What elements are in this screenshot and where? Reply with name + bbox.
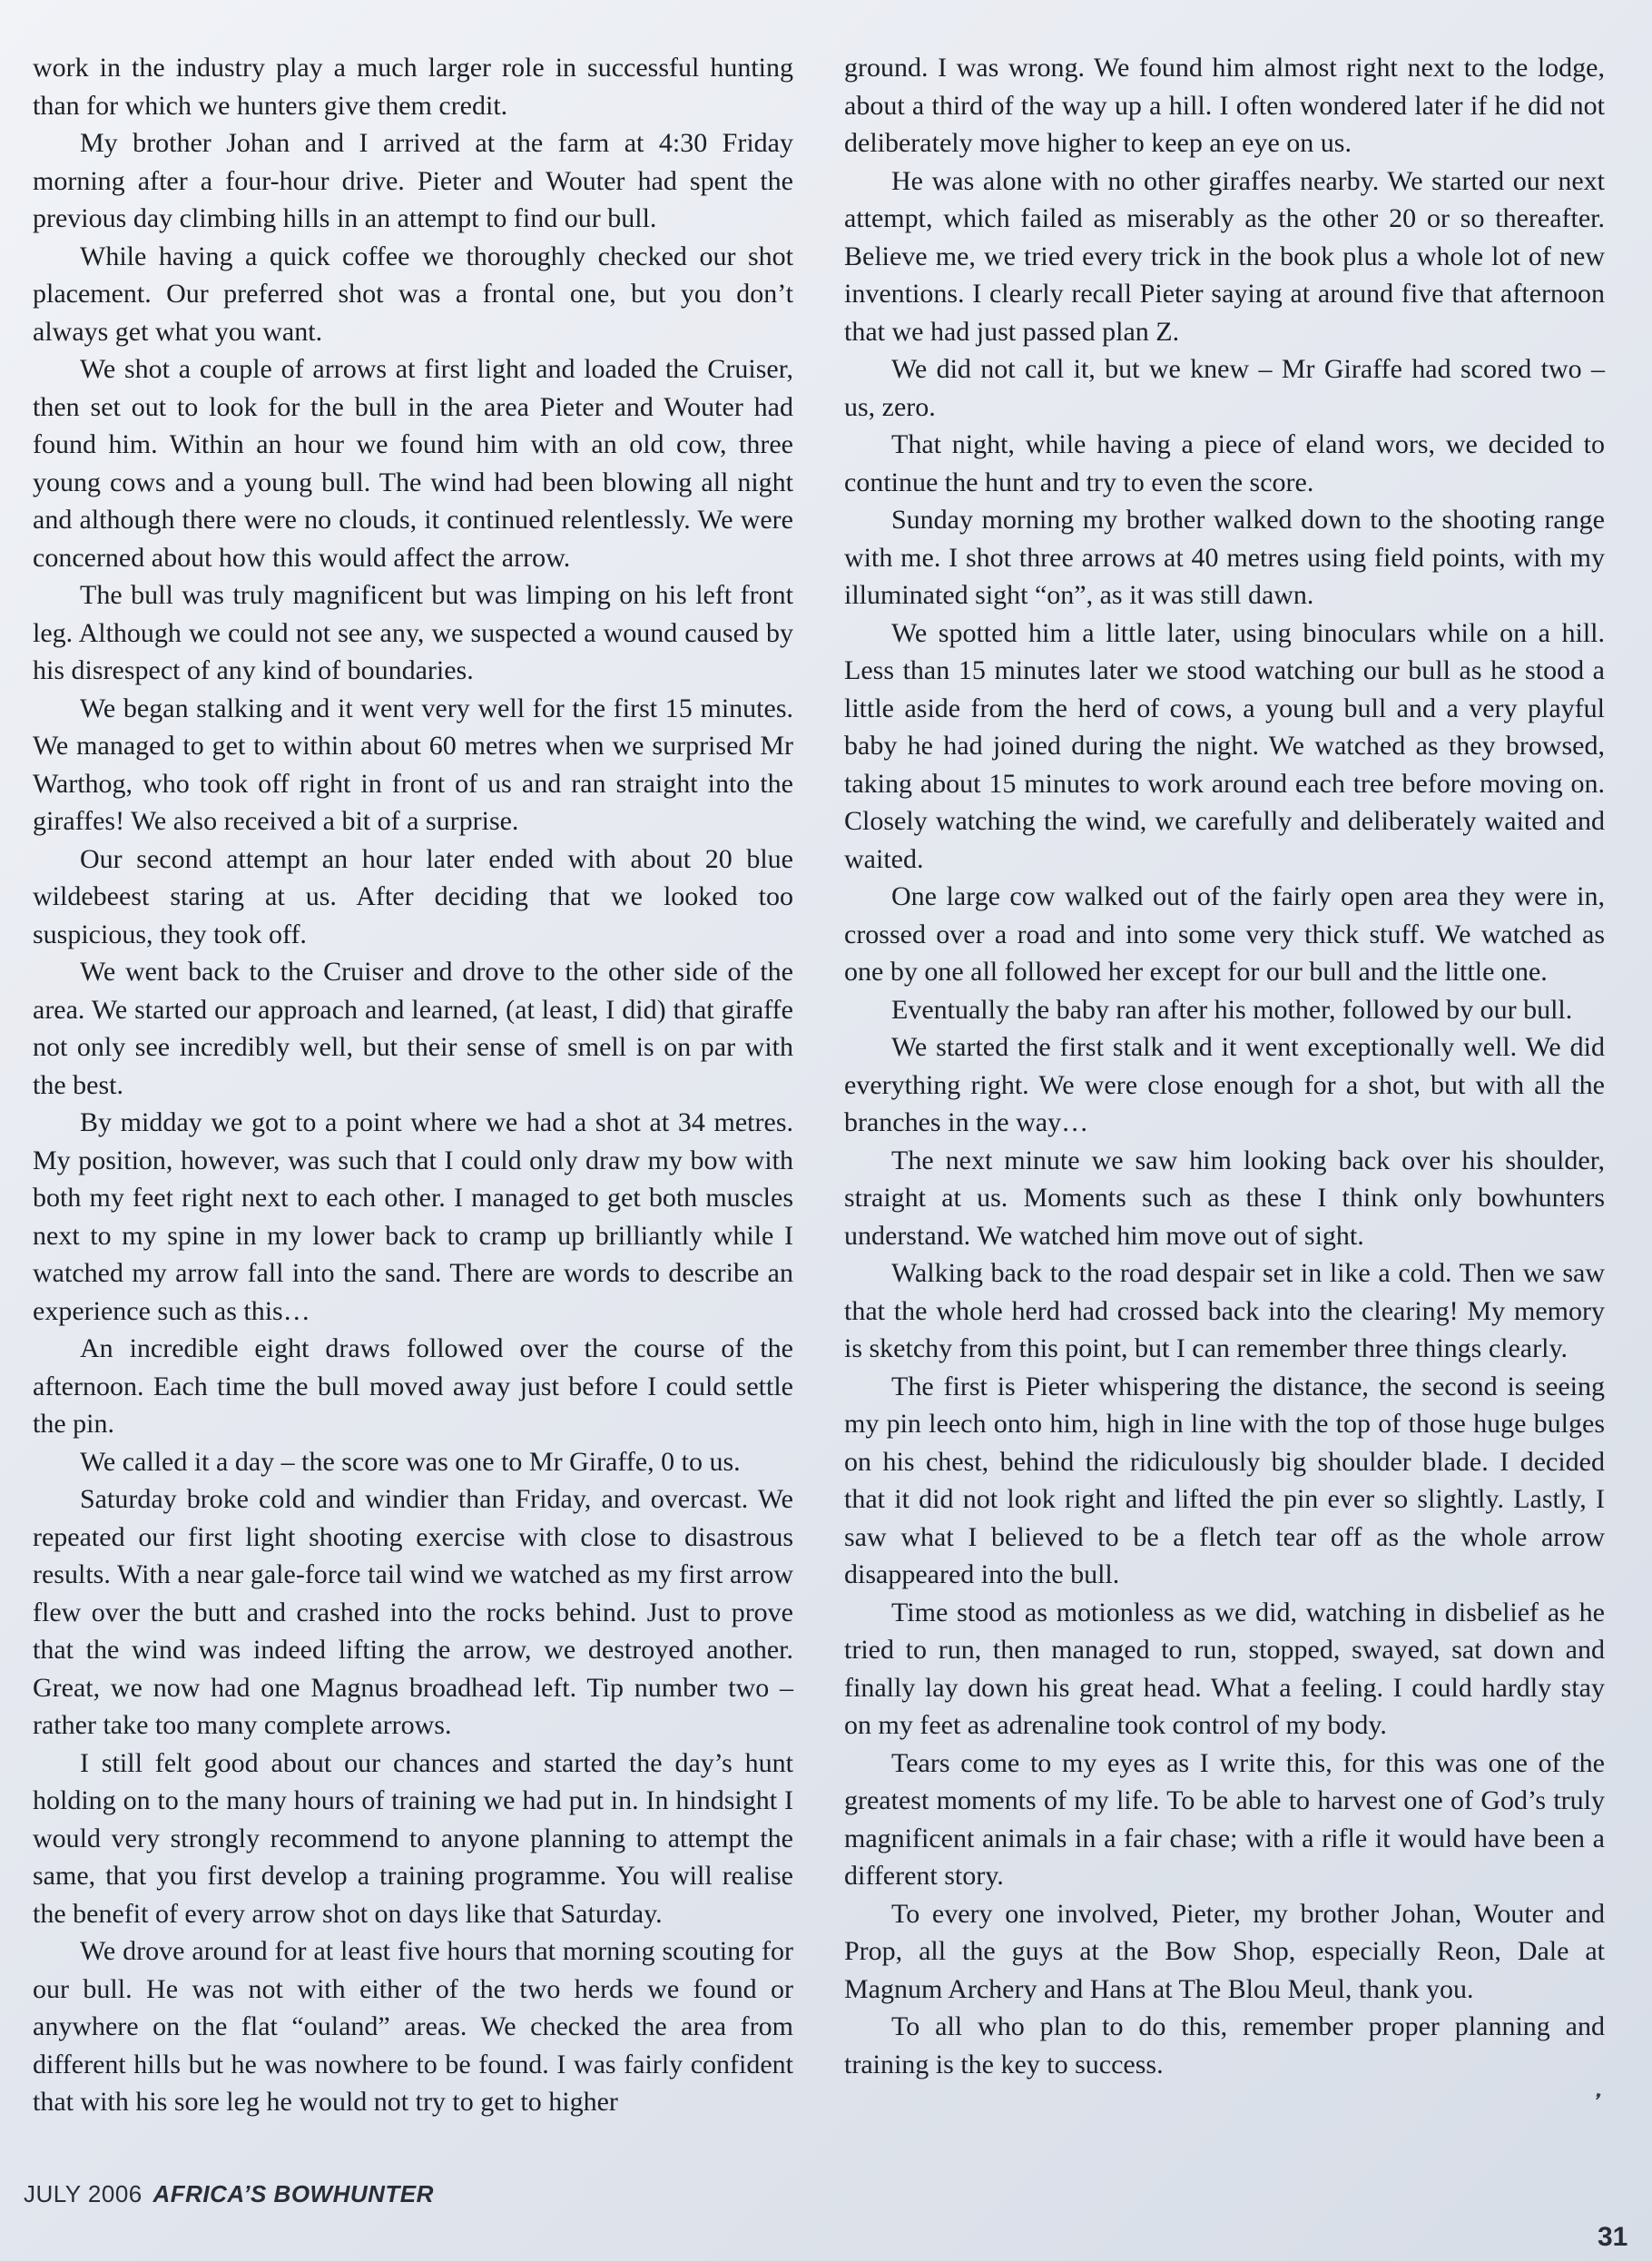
paragraph: Tears come to my eyes as I write this, for this was one of the greatest moments of my life. To be able to harvest one of God’s truly magnificent animals in a fair chase; with a rifle it would have been a different story. [844,1747,1605,1891]
paragraph: By midday we got to a point where we had a shot at 34 metres. My position, however, was such that I could only draw my bow with both my feet right next to each other. I managed to get both muscles next to my spine in my lower back to cramp up brilliantly while I watched my arrow fall into the sand. There are words to describe an experience such as this… [33,1107,793,1326]
paragraph: We shot a couple of arrows at first light and loaded the Cruiser, then set out to look for the bull in the area Pieter and Wouter had found him. Within an hour we found him with an old cow, three young cows and a young bull. The wind had been blowing all night and although there were no clouds, it continued relentlessly. We were concerned about how this would affect the arrow. [33,354,793,573]
paragraph: We drove around for at least five hours that morning scouting for our bull. He was not with either of the two herds we found or anywhere on the flat “ouland” areas. We checked the area from different hills but he was nowhere to be found. I was fairly confident that with his sore leg he would not try to get to higher [33,1936,793,2117]
paragraph: While having a quick coffee we thoroughly checked our shot placement. Our preferred shot was a frontal one, but you don’t always get what you want. [33,241,793,347]
paragraph: We did not call it, but we knew – Mr Giraffe had scored two – us, zero. [844,354,1605,422]
paragraph: I still felt good about our chances and started the day’s hunt holding on to the many hours of training we had put in. In hindsight I would very strongly recommend to anyone planning to attempt the same, that you first develop a training programme. You will realise the benefit of every arrow shot on days like that Saturday. [33,1747,793,1929]
article-column-left [33,49,793,2121]
paragraph: Sunday morning my brother walked down to the shooting range with me. I shot three arrows at 40 metres using field points, with my illuminated sight “on”, as it was still dawn. [844,505,1605,610]
paragraph: We started the first stalk and it went exceptionally well. We did everything right. We were close enough for a shot, but with all the branches in the way… [844,1032,1605,1137]
paragraph: Our second attempt an hour later ended with about 20 blue wildebeest staring at us. After deciding that we looked too suspicious, they took off. [33,843,793,949]
paragraph: The next minute we saw him looking back over his shoulder, straight at us. Moments such as these I think only bowhunters understand. We watched him move out of sight. [844,1145,1605,1251]
paragraph: To all who plan to do this, remember proper planning and training is the key to success. [844,2011,1605,2079]
page-footer [24,2180,434,2208]
paragraph: Eventually the baby ran after his mother, followed by our bull. [891,994,1573,1025]
paragraph: We spotted him a little later, using binoculars while on a hill. Less than 15 minutes later we stood watching our bull as he stood a little aside from the herd of cows, a young bull and a very playful baby he had joined during the night. We watched as they browsed, taking about 15 minutes to work around each tree before moving on. Closely watching the wind, we carefully and deliberately waited and waited. [844,617,1605,874]
end-mark-icon: ❜ [1588,2089,1604,2114]
paragraph: That night, while having a piece of eland wors, we decided to continue the hunt and try to even the score. [844,429,1605,497]
magazine-title: AFRICA’S BOWHUNTER [152,2180,434,2207]
paragraph: Saturday broke cold and windier than Friday, and overcast. We repeated our first light shooting exercise with close to disastrous results. With a near gale-force tail wind we watched as my first arrow flew over the butt and crashed into the rocks behind. Just to prove that the wind was indeed lifting the arrow, we destroyed another. Great, we now had one Magnus broadhead left. Tip number two – rather take too many complete arrows. [33,1484,793,1740]
paragraph: An incredible eight draws followed over the course of the afternoon. Each time the bull moved away just before I could settle the pin. [33,1333,793,1439]
issue-date: JULY 2006 [24,2180,143,2207]
paragraph: work in the industry play a much larger role in successful hunting than for which we hunters give them credit. [33,53,793,121]
paragraph: The first is Pieter whispering the distance, the second is seeing my pin leech onto him, high in line with the top of those huge bulges on his chest, behind the ridiculously big shoulder blade. I decided that it did not look right and lifted the pin ever so slightly. Lastly, I saw what I believed to be a fletch tear off as the whole arrow disappeared into the bull. [844,1371,1605,1589]
article-column-right [844,49,1605,2121]
paragraph: We began stalking and it went very well for the first 15 minutes. We managed to get to within about 60 metres when we surprised Mr Warthog, who took off right in front of us and ran straight into the giraffes! We also received a bit of a surprise. [33,693,793,836]
page-number: 31 [1598,2222,1628,2252]
paragraph: The bull was truly magnificent but was limping on his left front leg. Although we could not see any, we suspected a wound caused by his disrespect of any kind of boundaries. [33,580,793,685]
paragraph: To every one involved, Pieter, my brother Johan, Wouter and Prop, all the guys at the Bow Shop, especially Reon, Dale at Magnum Archery and Hans at The Blou Meul, thank you. [844,1898,1605,2004]
paragraph: He was alone with no other giraffes nearby. We started our next attempt, which failed as miserably as the other 20 or so thereafter. Believe me, we tried every trick in the book plus a whole lot of new inventions. I clearly recall Pieter saying at around five that afternoon that we had just passed plan Z. [844,165,1605,347]
paragraph: One large cow walked out of the fairly open area they were in, crossed over a road and into some very thick stuff. We watched as one by one all followed her except for our bull and the little one. [844,881,1605,987]
paragraph: We called it a day – the score was one to Mr Giraffe, 0 to us. [80,1446,741,1477]
paragraph: We went back to the Cruiser and drove to the other side of the area. We started our approach and learned, (at least, I did) that giraffe not only see incredibly well, but their sense of smell is on par with the best. [33,957,793,1100]
paragraph: Time stood as motionless as we did, watching in disbelief as he tried to run, then managed to run, stopped, swayed, sat down and finally lay down his great head. What a feeling. I could hardly stay on my feet as adrenaline took control of my body. [844,1597,1605,1740]
paragraph: My brother Johan and I arrived at the farm at 4:30 Friday morning after a four-hour drive. Pieter and Wouter had spent the previous day climbing hills in an attempt to find our bull. [33,128,793,233]
paragraph: Walking back to the road despair set in like a cold. Then we saw that the whole herd had crossed back into the clearing! My memory is sketchy from this point, but I can remember three things clearly. [844,1258,1605,1363]
paragraph: ground. I was wrong. We found him almost right next to the lodge, about a third of the way up a hill. I often wondered later if he did not deliberately move higher to keep an eye on us. [844,53,1605,158]
